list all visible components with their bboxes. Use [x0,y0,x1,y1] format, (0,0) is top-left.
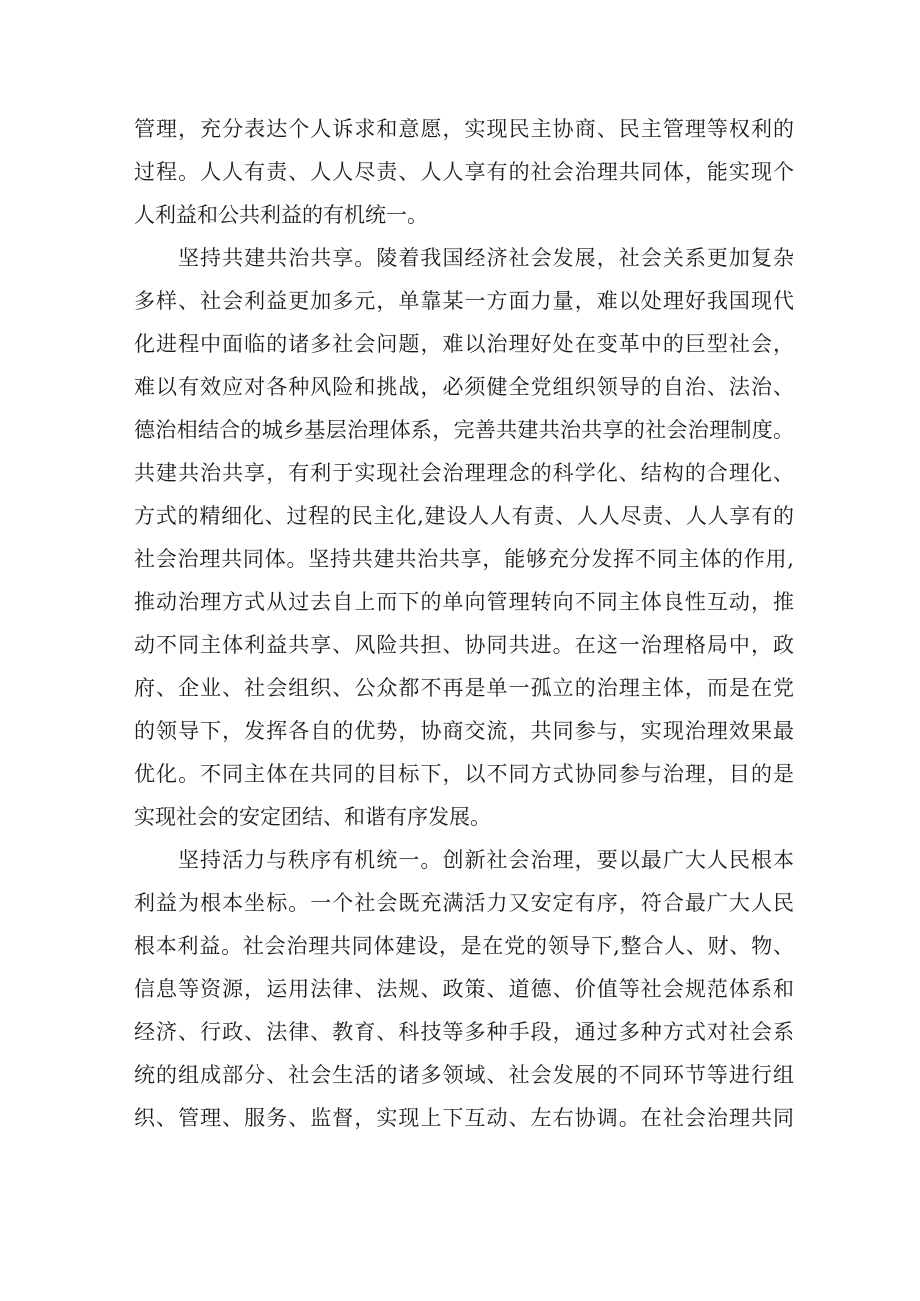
text-line: 坚持共建共治共享。陵着我国经济社会发展，社会关系更加复杂 [178,246,794,270]
text-line: 德治相结合的城乡基层治理体系，完善共建共治共享的社会治理制度。 [134,418,794,442]
text-line: 利益为根本坐标。一个社会既充满活力又安定有序，符合最广大人民 [134,891,794,915]
text-line: 化进程中面临的诸多社会问题，难以治理好处在变革中的巨型社会， [134,332,794,356]
text-line: 人利益和公共利益的有机统一。 [134,203,428,227]
text-line: 共建共治共享，有利于实现社会治理理念的科学化、结构的合理化、 [134,461,794,485]
text-line: 府、企业、社会组织、公众都不再是单一孤立的治理主体，而是在党 [134,676,794,700]
text-line: 多样、社会利益更加多元，单靠某一方面力量，难以处理好我国现代 [134,289,794,313]
text-line: 经济、行政、法律、教育、科技等多种手段，通过多种方式对社会系 [134,1020,794,1044]
text-line: 实现社会的安定团结、和谐有序发展。 [134,805,491,829]
paragraph-3 [134,839,794,1140]
text-line: 的领导下，发挥各自的优势，协商交流，共同参与，实现治理效果最 [134,719,794,743]
text-line: 信息等资源，运用法律、法规、政策、道德、价值等社会规范体系和 [134,977,794,1001]
text-line: 管理，充分表达个人诉求和意愿，实现民主协商、民主管理等权利的 [134,117,794,141]
text-line: 坚持活力与秩序有机统一。创新社会治理，要以最广大人民根本 [178,848,794,872]
text-line: 社会治理共同体。坚持共建共治共享，能够充分发挥不同主体的作用, [134,547,794,571]
text-line: 动不同主体利益共享、风险共担、协同共进。在这一治理格局中，政 [134,633,794,657]
text-line: 统的组成部分、社会生活的诸多领域、社会发展的不同环节等进行组 [134,1063,794,1087]
body-text [134,108,794,1140]
paragraph-1 [134,108,794,237]
text-line: 难以有效应对各种风险和挑战，必须健全党组织领导的自治、法治、 [134,375,794,399]
text-line: 优化。不同主体在共同的目标下，以不同方式协同参与治理，目的是 [134,762,794,786]
text-line: 过程。人人有责、人人尽责、人人享有的社会治理共同体，能实现个 [134,160,794,184]
text-line: 推动治理方式从过去自上而下的单向管理转向不同主体良性互动，推 [134,590,794,614]
text-line: 根本利益。社会治理共同体建设，是在党的领导下,整合人、财、物、 [134,934,794,958]
text-line: 方式的精细化、过程的民主化,建设人人有责、人人尽责、人人享有的 [134,504,794,528]
paragraph-2 [134,237,794,839]
text-line: 织、管理、服务、监督，实现上下互动、左右协调。在社会治理共同 [134,1106,794,1130]
